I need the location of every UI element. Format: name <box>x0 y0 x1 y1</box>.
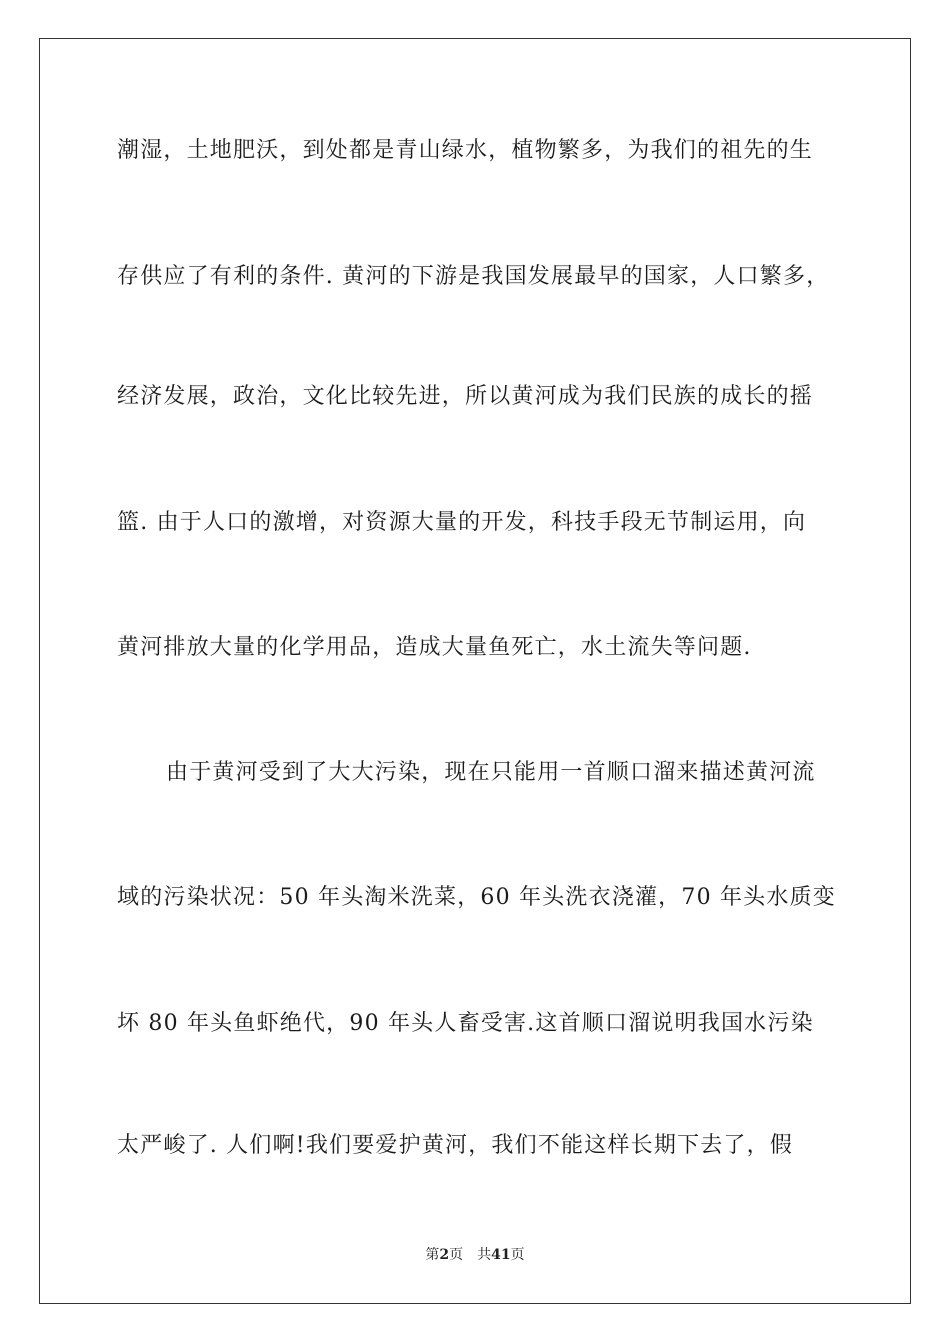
page-prefix: 第 <box>425 1247 440 1263</box>
total-prefix: 共 <box>477 1247 492 1263</box>
total-pages: 41 <box>491 1247 511 1263</box>
text-line-9: 太严峻了. 人们啊!我们要爱护黄河，我们不能这样长期下去了，假 <box>117 1133 794 1158</box>
page-footer <box>0 1244 950 1264</box>
text-line-3: 经济发展，政治，文化比较先进，所以黄河成为我们民族的成长的摇 <box>117 384 814 409</box>
text-line-8: 坏 80 年头鱼虾绝代，90 年头人畜受害.这首顺口溜说明我国水污染 <box>117 1011 814 1036</box>
text-line-1: 潮湿，土地肥沃，到处都是青山绿水，植物繁多，为我们的祖先的生 <box>117 138 814 163</box>
text-line-2: 存供应了有利的条件. 黄河的下游是我国发展最早的国家，人口繁多， <box>117 264 830 289</box>
page-suffix: 页 <box>449 1247 464 1263</box>
page-border <box>39 38 911 1304</box>
total-suffix: 页 <box>510 1247 525 1263</box>
text-line-5: 黄河排放大量的化学用品，造成大量鱼死亡，水土流失等问题. <box>117 635 752 660</box>
page-number: 2 <box>439 1247 450 1263</box>
text-line-7: 域的污染状况：50 年头淘米洗菜，60 年头洗衣浇灌，70 年头水质变 <box>117 885 836 910</box>
text-line-6: 由于黄河受到了大大污染，现在只能用一首顺口溜来描述黄河流 <box>166 760 816 785</box>
text-line-4: 篮. 由于人口的激增，对资源大量的开发，科技手段无节制运用，向 <box>117 510 807 535</box>
